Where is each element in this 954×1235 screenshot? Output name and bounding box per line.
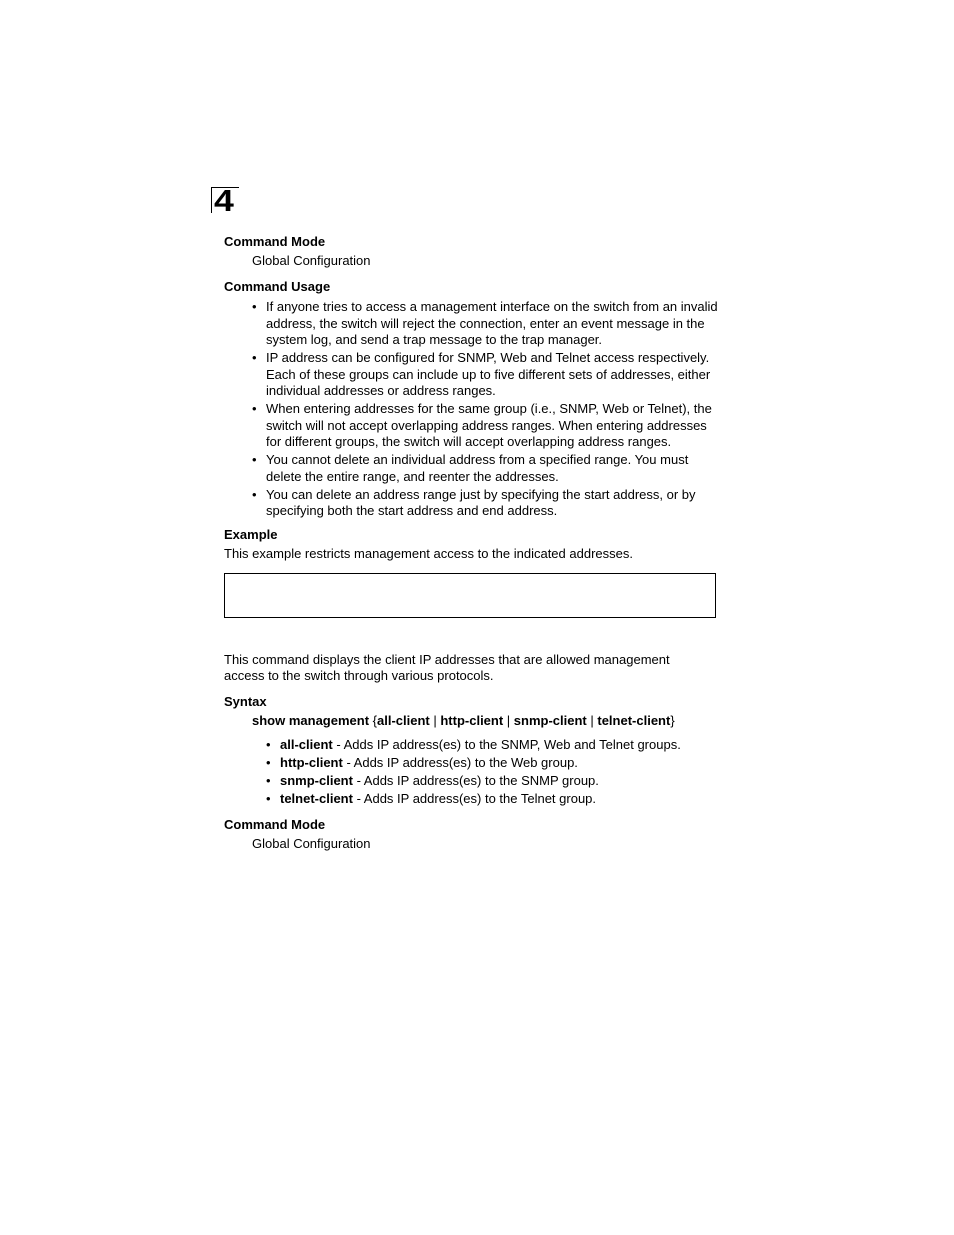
example-heading: Example: [224, 527, 278, 542]
syntax-brace: {: [369, 713, 377, 728]
usage-line: If anyone tries to access a management interface on the switch from an invalid: [266, 299, 718, 314]
syntax-option: snmp-client: [513, 713, 587, 728]
chapter-number: 4: [214, 183, 234, 218]
bullet-icon: •: [252, 350, 257, 365]
usage-line: system log, and send a trap message to the trap manager.: [266, 332, 603, 347]
option-name: telnet-client: [280, 791, 353, 806]
bullet-icon: •: [252, 486, 257, 502]
option-description: - Adds IP address(es) to the Telnet group.: [352, 791, 597, 806]
usage-item: [252, 299, 722, 349]
usage-line: individual addresses or address ranges.: [266, 383, 496, 398]
command-mode-value: Global Configuration: [252, 253, 371, 268]
command-usage-list: [252, 299, 722, 521]
option-name: http-client: [280, 755, 343, 770]
option-description: - Adds IP address(es) to the Web group.: [342, 755, 578, 770]
syntax-option-item: [266, 755, 681, 773]
syntax-options-list: [266, 737, 681, 809]
bullet-icon: •: [252, 299, 257, 314]
command-mode-heading: Command Mode: [224, 234, 326, 249]
chapter-number-tab: [211, 183, 241, 218]
bullet-icon: •: [266, 791, 271, 806]
usage-line: specifying both the start address and end address.: [266, 503, 558, 518]
syntax-option: all-client: [377, 713, 430, 728]
bullet-icon: •: [266, 737, 271, 752]
syntax-brace: }: [670, 713, 675, 728]
bullet-icon: •: [252, 452, 257, 467]
option-description: - Adds IP address(es) to the SNMP, Web and Telnet groups.: [332, 737, 681, 752]
syntax-option-item: [266, 773, 681, 791]
usage-item: [252, 452, 722, 485]
command-description-line: access to the switch through various protocols.: [224, 668, 494, 683]
usage-line: switch will not accept overlapping address ranges. When entering addresses: [266, 417, 707, 433]
option-name: all-client: [280, 737, 333, 752]
example-text: This example restricts management access to the indicated addresses.: [224, 546, 633, 561]
bullet-icon: •: [266, 773, 271, 788]
option-description: - Adds IP address(es) to the SNMP group.: [352, 773, 599, 788]
syntax-separator: |: [586, 713, 598, 728]
syntax-option-item: [266, 737, 681, 755]
usage-line: When entering addresses for the same group (i.e., SNMP, Web or Telnet), the: [266, 401, 712, 416]
usage-line: delete the entire range, and reenter the addresses.: [266, 468, 559, 484]
bullet-icon: •: [252, 401, 257, 416]
usage-item: [252, 487, 722, 520]
option-name: snmp-client: [280, 773, 353, 788]
example-code-box: [224, 573, 716, 618]
syntax-separator: |: [503, 713, 514, 728]
syntax-line: [252, 713, 675, 729]
syntax-option: http-client: [440, 713, 504, 728]
command-mode-heading: Command Mode: [224, 817, 326, 832]
command-usage-heading: Command Usage: [224, 279, 331, 294]
usage-line: IP address can be configured for SNMP, Web and Telnet access respectively.: [266, 350, 710, 365]
usage-line: Each of these groups can include up to five different sets of addresses, either: [266, 366, 711, 382]
usage-line: address, the switch will reject the connection, enter an event message in the: [266, 315, 705, 331]
bullet-icon: •: [266, 755, 271, 770]
command-description-line: This command displays the client IP addresses that are allowed management: [224, 652, 670, 667]
syntax-command: show management: [252, 713, 370, 728]
usage-line: for different groups, the switch will accept overlapping address ranges.: [266, 434, 672, 449]
usage-item: [252, 350, 722, 400]
command-mode-value: Global Configuration: [252, 836, 371, 851]
usage-line: You can delete an address range just by specifying the start address, or by: [266, 486, 696, 502]
usage-line: You cannot delete an individual address from a specified range. You must: [266, 452, 689, 467]
usage-item: [252, 401, 722, 451]
syntax-heading: Syntax: [224, 694, 267, 709]
chapter-tab-left-rule: [211, 187, 212, 213]
syntax-option-item: [266, 791, 681, 809]
syntax-separator: |: [429, 713, 441, 728]
syntax-option: telnet-client: [597, 713, 671, 728]
